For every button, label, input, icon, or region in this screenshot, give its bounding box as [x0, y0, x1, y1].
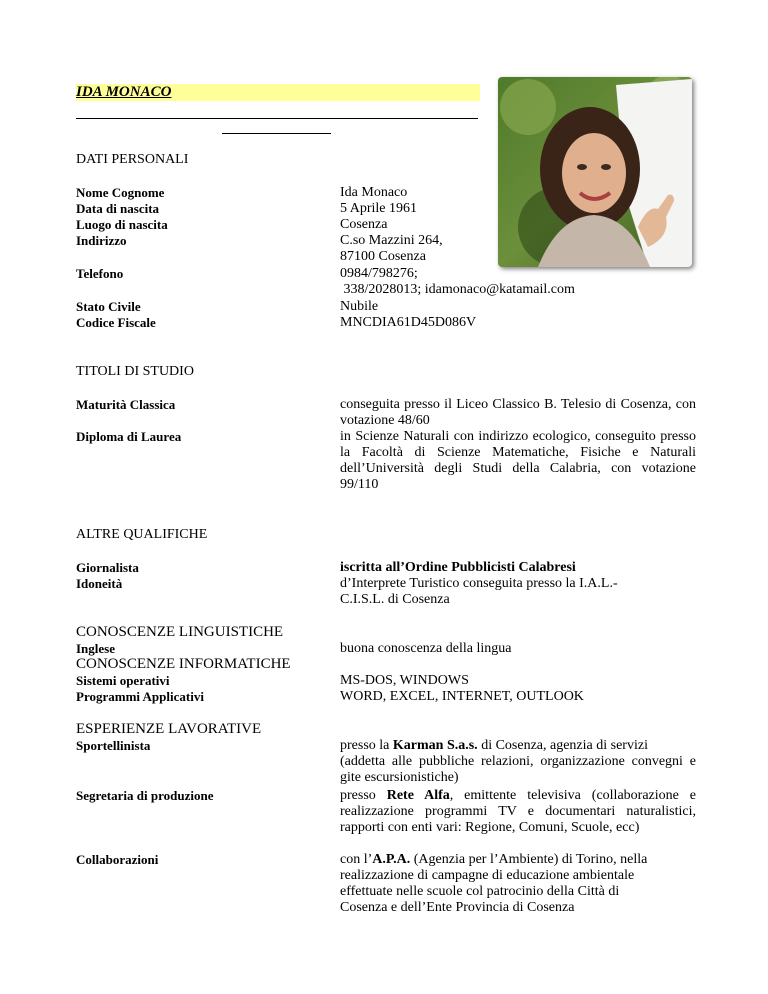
label-job2: Segretaria di produzione — [76, 788, 214, 803]
value-phone-line1: 0984/798276; — [340, 266, 418, 281]
value-civil-status: Nubile — [340, 299, 379, 314]
value-job2 — [340, 788, 696, 836]
value-address-line1: C.so Mazzini 264, — [340, 233, 443, 248]
job3-post: (Agenzia per l’Ambiente) di Torino, nella — [410, 852, 648, 867]
cv-name: IDA MONACO — [76, 84, 172, 100]
value-os: MS-DOS, WINDOWS — [340, 673, 469, 688]
label-journalist: Giornalista — [76, 560, 139, 575]
value-name: Ida Monaco — [340, 185, 408, 200]
label-phone: Telefono — [76, 266, 124, 281]
value-phone-line2: 338/2028013; idamonaco@katamail.com — [340, 282, 575, 297]
value-address-line2: 87100 Cosenza — [340, 249, 426, 264]
section-languages-heading: CONOSCENZE LINGUISTICHE — [76, 624, 284, 640]
section-qualifications-heading: ALTRE QUALIFICHE — [76, 527, 208, 542]
section-personal-heading: DATI PERSONALI — [76, 152, 189, 167]
section-studies-heading: TITOLI DI STUDIO — [76, 364, 194, 379]
label-civil-status: Stato Civile — [76, 299, 141, 314]
label-birth-date: Data di nascita — [76, 201, 160, 216]
label-degree: Diploma di Laurea — [76, 429, 182, 444]
job1-pre: presso la — [340, 738, 393, 753]
value-job3-line1 — [340, 852, 696, 868]
value-english: buona conoscenza della lingua — [340, 641, 512, 656]
value-journalist: iscritta all’Ordine Pubblicisti Calabresi — [340, 560, 576, 575]
job1-post: di Cosenza, agenzia di servizi — [477, 738, 648, 753]
label-maturity: Maturità Classica — [76, 397, 176, 412]
job2-post: , emittente televisiva (collaborazione e realizzazione programmi TV e documentari naturalistici, rapporti con enti vari: Regione, Comuni, Scuole, ecc) — [340, 788, 697, 835]
job3-company: A.P.A. — [372, 852, 411, 867]
label-job3: Collaborazioni — [76, 852, 159, 867]
label-address: Indirizzo — [76, 233, 127, 248]
value-suitability-line1: d’Interprete Turistico conseguita presso la I.A.L.- — [340, 576, 618, 591]
label-job1: Sportellinista — [76, 738, 151, 753]
label-birth-place: Luogo di nascita — [76, 217, 168, 232]
section-it-heading: CONOSCENZE INFORMATICHE — [76, 656, 291, 672]
value-job1-rest: (addetta alle pubbliche relazioni, organizzazione convegni e gite escursionistiche) — [340, 754, 696, 785]
value-job1-line1 — [340, 738, 696, 754]
label-suitability: Idoneità — [76, 576, 123, 591]
value-job3-line3: effettuate nelle scuole col patrocinio della Città di — [340, 884, 620, 899]
value-fiscal-code: MNCDIA61D45D086V — [340, 315, 477, 330]
label-name: Nome Cognome — [76, 185, 165, 200]
value-degree: in Scienze Naturali con indirizzo ecologico, conseguito presso la Facoltà di Scienze Matematiche, Fisiche e Naturali dell’Università degli Studi della Calabria, con votazione 99/110 — [340, 429, 696, 492]
value-job3-line4: Cosenza e dell’Ente Provincia di Cosenza — [340, 900, 575, 915]
value-maturity: conseguita presso il Liceo Classico B. Telesio di Cosenza, con votazione 48/60 — [340, 397, 696, 428]
job2-pre: presso — [340, 788, 387, 803]
job1-company: Karman S.a.s. — [392, 738, 478, 753]
section-work-heading: ESPERIENZE LAVORATIVE — [76, 721, 262, 737]
label-fiscal-code: Codice Fiscale — [76, 315, 156, 330]
label-os: Sistemi operativi — [76, 673, 170, 688]
header-rule-short — [222, 133, 331, 134]
value-birth-place: Cosenza — [340, 217, 388, 232]
label-english: Inglese — [76, 641, 115, 656]
header-rule — [76, 118, 478, 119]
value-suitability-line2: C.I.S.L. di Cosenza — [340, 592, 450, 607]
value-apps: WORD, EXCEL, INTERNET, OUTLOOK — [340, 689, 584, 704]
job3-pre: con l’ — [340, 852, 373, 867]
job2-company: Rete Alfa — [386, 788, 450, 803]
label-apps: Programmi Applicativi — [76, 689, 204, 704]
value-birth-date: 5 Aprile 1961 — [340, 201, 417, 216]
value-job3-line2: realizzazione di campagne di educazione ambientale — [340, 868, 635, 883]
